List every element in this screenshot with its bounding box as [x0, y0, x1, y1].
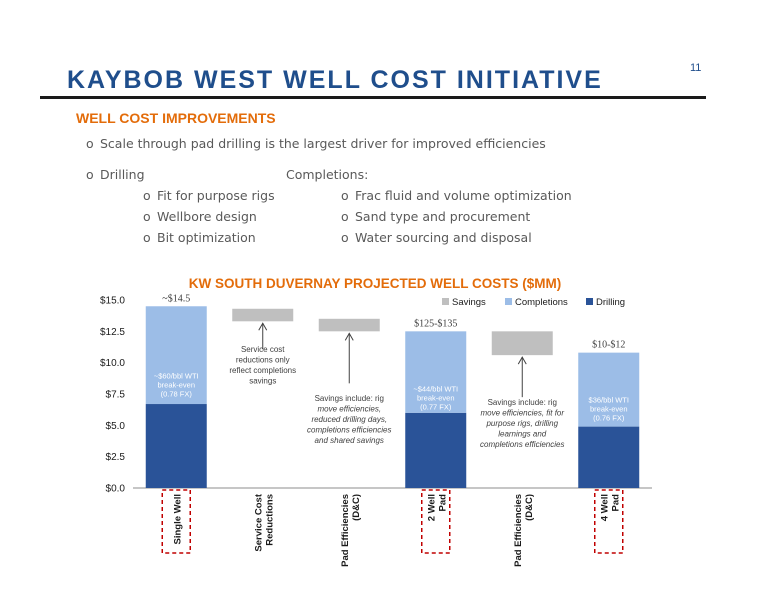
- bar-annotation: ~$60/bbl WTI: [153, 371, 199, 381]
- x-category-text: Pad Efficiencies: [512, 494, 524, 567]
- legend-swatch: [442, 298, 449, 305]
- bar-savings: [319, 319, 380, 332]
- completions-label: Completions:: [286, 167, 369, 182]
- section-heading: WELL COST IMPROVEMENTS: [76, 110, 276, 126]
- chart-title: KW SOUTH DUVERNAY PROJECTED WELL COSTS ($MM): [188, 276, 562, 291]
- x-category-label: [172, 494, 183, 545]
- bar-annotation: (0.78 FX): [160, 389, 192, 399]
- x-category-label: [426, 494, 448, 521]
- bar-annotation: break-even: [157, 380, 196, 390]
- y-tick-label: $10.0: [99, 358, 125, 370]
- bullet-glyph: o: [86, 167, 94, 182]
- legend-label: Completions: [515, 297, 568, 308]
- x-category-text: Single Well: [172, 494, 184, 545]
- x-category-text: Reductions: [264, 494, 276, 546]
- callout-text: reductions only: [235, 355, 290, 365]
- bar-savings: [492, 331, 553, 355]
- x-category-text: 2 Well: [426, 494, 438, 522]
- x-category-text: Service Cost: [253, 494, 265, 552]
- bar-annotation: break-even: [589, 404, 628, 414]
- callout-text: move efficiencies, fit for: [480, 408, 565, 418]
- legend-swatch: [586, 298, 593, 305]
- page-number: 11: [690, 62, 702, 74]
- callout-text: purpose rigs, drilling: [486, 419, 559, 428]
- legend-label: Savings: [452, 297, 486, 308]
- bar-total-label: ~$14.5: [162, 293, 191, 305]
- completions-item-text: Water sourcing and disposal: [355, 230, 532, 245]
- completions-item-text: Sand type and procurement: [355, 209, 531, 224]
- x-category-label: [513, 494, 535, 567]
- callout-text: Service cost: [240, 345, 285, 354]
- drilling-item-text: Fit for purpose rigs: [157, 188, 275, 203]
- bar-annotation: $36/bbl WTI: [588, 395, 629, 405]
- x-category-text: Pad: [437, 494, 449, 512]
- x-category-text: Pad: [610, 494, 622, 512]
- bullet-glyph: o: [341, 230, 349, 245]
- bar-drilling: [146, 404, 207, 488]
- bar-drilling: [578, 427, 639, 488]
- y-tick-label: $5.0: [105, 420, 125, 432]
- bar-annotation: (0.77 FX): [420, 402, 452, 412]
- x-category-text: (D&C): [350, 494, 362, 521]
- y-tick-label: $0.0: [105, 483, 125, 495]
- bullet-glyph: o: [86, 136, 94, 151]
- callout-text: reduced drilling days,: [311, 415, 388, 424]
- bullet-glyph: o: [143, 230, 151, 245]
- page-title: KAYBOB WEST WELL COST INITIATIVE: [67, 66, 603, 94]
- bar-total-label: $125-$135: [414, 318, 458, 330]
- y-tick-label: $7.5: [105, 389, 125, 401]
- bar-savings: [232, 309, 293, 322]
- x-category-label: [340, 494, 362, 567]
- bullet-glyph: o: [341, 209, 349, 224]
- callout-text: completions efficiencies: [480, 440, 565, 449]
- callout-text: reflect completions: [229, 366, 297, 375]
- drilling-label: Drilling: [100, 167, 145, 182]
- callout-text: Savings include: rig: [314, 394, 384, 403]
- legend-swatch: [505, 298, 512, 305]
- y-tick-label: $12.5: [99, 326, 125, 338]
- drilling-item-text: Bit optimization: [157, 230, 256, 245]
- legend-label: Drilling: [596, 297, 626, 308]
- bullet-main-text: Scale through pad drilling is the largest driver for improved efficiencies: [100, 136, 546, 151]
- callout-text: and shared savings: [314, 436, 384, 445]
- callout-text: Savings include: rig: [487, 398, 557, 407]
- callout-text: move efficiencies,: [317, 404, 382, 414]
- bar-annotation: ~$44/bbl WTI: [413, 384, 459, 394]
- x-category-text: (D&C): [523, 494, 535, 521]
- bullet-glyph: o: [143, 209, 151, 224]
- bullet-glyph: o: [341, 188, 349, 203]
- bullet-glyph: o: [143, 188, 151, 203]
- bar-annotation: (0.76 FX): [593, 413, 625, 423]
- completions-item-text: Frac fluid and volume optimization: [355, 188, 572, 203]
- bar-total-label: $10-$12: [592, 339, 626, 351]
- callout-text: savings: [249, 376, 277, 386]
- x-category-text: 4 Well: [599, 494, 611, 522]
- y-tick-label: $15.0: [99, 295, 125, 307]
- x-category-label: [599, 494, 621, 521]
- callout-text: learnings and: [498, 429, 547, 439]
- callout-text: completions efficiencies: [307, 425, 392, 435]
- y-tick-label: $2.5: [105, 452, 125, 464]
- drilling-item-text: Wellbore design: [157, 209, 257, 224]
- x-category-label: [253, 493, 275, 551]
- bar-drilling: [405, 413, 466, 488]
- bar-annotation: break-even: [416, 393, 455, 403]
- x-category-text: Pad Efficiencies: [339, 494, 351, 567]
